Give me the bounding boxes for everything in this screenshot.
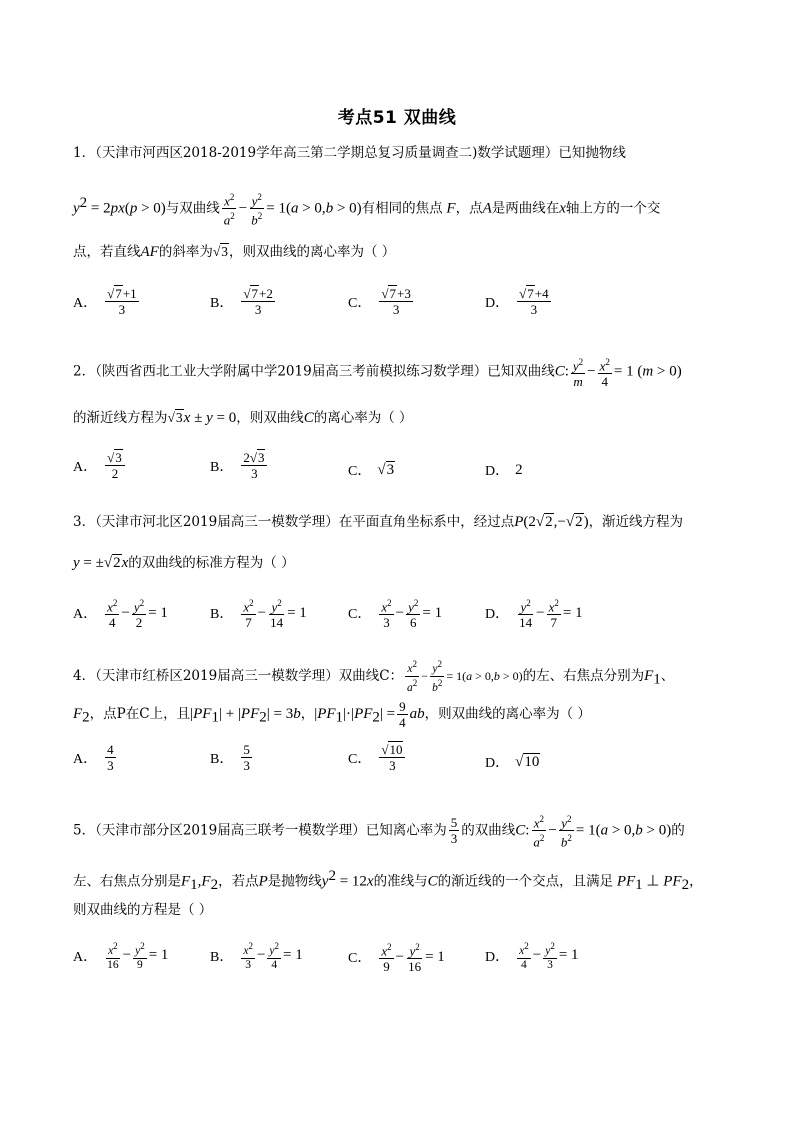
page-title: 考点51 双曲线	[337, 108, 457, 128]
q4-option-a[interactable]: A． $\frac{4}{3}$	[73, 742, 114, 773]
q5-stem-line-1: 5．（天津市部分区2019届高三联考一模数学理）已知离心率为 $\frac{5}{3}$ 的双曲线C: $\frac{x^2}{a^2}$ − $\frac{y^2}{b^2}$ = 1(a > 0,b > 0)的	[73, 814, 685, 850]
q3-option-c[interactable]: C． $\frac{x^2}{3}$ − $\frac{y^2}{6}$ = 1	[348, 598, 443, 631]
q4-option-b[interactable]: B． $\frac{5}{3}$	[210, 742, 250, 773]
q3-option-b[interactable]: B． $\frac{x^2}{7}$ − $\frac{y^2}{14}$ = 1	[210, 598, 307, 631]
q3-stem-line-1: 3．（天津市河北区2019届高三一模数学理）在平面直角坐标系中，经过点P(2√2,−√2)，渐近线方程为	[73, 514, 684, 530]
q1-option-a[interactable]: A． $\frac{√7+1}{3}$	[73, 286, 137, 317]
q5-stem-line-2: 左、右焦点分别是$F_1,F_2$，若点P是抛物线$y^2 = 12x$的准线与C的渐近线的一个交点，且满足 $PF_1$ ⊥ $PF_2$，	[73, 868, 703, 894]
q3-option-a[interactable]: A． $\frac{x^2}{4}$ − $\frac{y^2}{2}$ = 1	[73, 598, 168, 631]
q5-option-b[interactable]: B． $\frac{x^2}{3}$ − $\frac{y^2}{4}$ = 1	[210, 941, 303, 971]
q3-option-d[interactable]: D． $\frac{y^2}{14}$ − $\frac{x^2}{7}$ = 1	[485, 598, 583, 631]
q1-stem-line-1: 1．（天津市河西区2018-2019学年高三第二学期总复习质量调查二)数学试题理）已知抛物线	[73, 145, 626, 161]
q5-option-d[interactable]: D． $\frac{x^2}{4}$ − $\frac{y^2}{3}$ = 1	[485, 941, 579, 971]
q1-stem-line-2: $y^2 = 2px(p > 0)$与双曲线 $\frac{x^2}{a^2}$ − $\frac{y^2}{b^2}$ = 1(a > 0,b > 0)有相同的焦点 F，点A是两曲线在x轴上方的一个交	[73, 192, 661, 228]
q2-option-d[interactable]: D． 2	[485, 461, 523, 479]
q2-option-b[interactable]: B． $\frac{2√3}{3}$	[210, 450, 269, 481]
q4-option-c[interactable]: C． $\frac{√10}{3}$	[348, 742, 407, 773]
q5-option-a[interactable]: A． $\frac{x^2}{16}$ − $\frac{y^2}{9}$ = 1	[73, 941, 169, 971]
q2-stem-line-1: 2．（陕西省西北工业大学附属中学2019届高三考前模拟练习数学理）已知双曲线C: $\frac{y^2}{m}$ − $\frac{x^2}{4}$ = 1 (m > 0)	[73, 357, 682, 390]
q2-option-c[interactable]: C． √3	[348, 461, 395, 479]
q5-option-c[interactable]: C． $\frac{x^2}{9}$ − $\frac{y^2}{16}$ = 1	[348, 942, 445, 975]
q4-option-d[interactable]: D． √10	[485, 753, 540, 771]
q5-stem-line-3: 则双曲线的方程是（ ）	[73, 902, 213, 918]
q4-stem-line-1: 4．（天津市红桥区2019届高三一模数学理）双曲线C： $\frac{x^2}{a^2}$ − $\frac{y^2}{b^2}$ = 1(a > 0,b > 0)的左、右焦点分别为$F_1$、	[73, 659, 675, 694]
q1-option-c[interactable]: C． $\frac{√7+3}{3}$	[348, 286, 411, 317]
q3-stem-line-2: y = ±√2x的双曲线的标准方程为（ ）	[73, 555, 295, 571]
q2-stem-line-2: 的渐近线方程为√3x ± y = 0，则双曲线C的离心率为（ ）	[73, 410, 413, 426]
q1-stem-line-3: 点，若直线AF的斜率为√3，则双曲线的离心率为（ ）	[73, 244, 396, 260]
q1-option-b[interactable]: B． $\frac{√7+2}{3}$	[210, 286, 273, 317]
q4-stem-line-2: $F_2$，点P在C上，且$|PF_1| + |PF_2| = 3b$，$|PF_1|\cdot|PF_2|$ = $\frac{9}{4}$ ab，则双曲线的离心率为（ ）	[73, 699, 591, 730]
q2-option-a[interactable]: A． $\frac{√3}{2}$	[73, 450, 127, 481]
q1-option-d[interactable]: D． $\frac{√7+4}{3}$	[485, 286, 549, 317]
